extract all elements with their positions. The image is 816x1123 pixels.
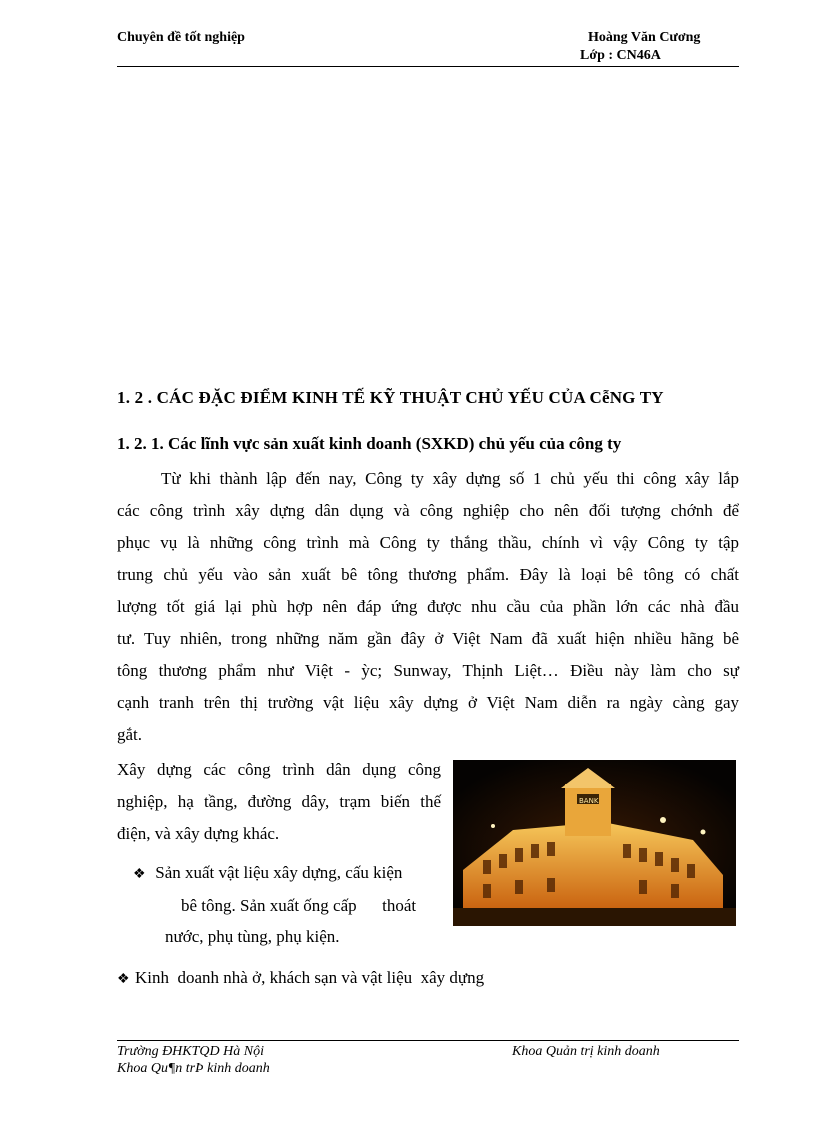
paragraph-line: cạnh tranh trên thị trường vật liệu xây dựng ở Việt Nam diễn ra ngày càng gay [117, 693, 739, 712]
paragraph-line: gắt. [117, 725, 143, 744]
footer-right-1: Khoa Quản trị kinh doanh [512, 1044, 660, 1059]
bullet-item-1 [133, 857, 439, 952]
header-author: Hoàng Văn Cương [588, 30, 701, 45]
main-paragraph [117, 463, 739, 751]
heading-2: 1. 2. 1. Các lĩnh vực sản xuất kinh doanh (SXKD) chủ yếu của công ty [117, 434, 622, 453]
heading-1: 1. 2 . CÁC ĐẶC ĐIỂM KINH TẾ KỸ THUẬT CHỦ YẾU CỦA CễNG TY [117, 388, 664, 407]
bullet-line: bê tông. Sản xuất ống cấp thoát [181, 896, 417, 915]
footer-left-1: Trường ĐHKTQD Hà Nội [117, 1044, 264, 1059]
bullet-line: Kinh doanh nhà ở, khách sạn và vật liệu xây dựng [135, 968, 485, 987]
construction-line: điện, và xây dựng khác. [117, 824, 280, 843]
bullet-line: Sản xuất vật liệu xây dựng, cấu kiện [155, 863, 403, 882]
building-photo [453, 760, 736, 926]
paragraph-line: Từ khi thành lập đến nay, Công ty xây dựng số 1 chủ yếu thi công xây lắp [161, 469, 739, 488]
bullet-line: nước, phụ tùng, phụ kiện. [165, 927, 340, 946]
construction-line: Xây dựng các công trình dân dụng công [117, 760, 441, 779]
diamond-bullet-icon: ❖ [117, 972, 130, 987]
diamond-bullet-icon: ❖ [133, 867, 146, 882]
header-left: Chuyên đề tốt nghiệp [117, 30, 245, 45]
paragraph-line: phục vụ là những công trình mà Công ty thắng thầu, chính vì vậy Công ty tập [117, 533, 739, 552]
paragraph-line: tư. Tuy nhiên, trong những năm gần đây ở Việt Nam đã xuất hiện nhiều hãng bê [117, 629, 739, 648]
paragraph-line: lượng tốt giá lại phù hợp nên đáp ứng được nhu cầu của phần lớn các nhà đầu [117, 597, 739, 616]
illuminated-building-photo-icon [453, 760, 736, 926]
footer-left-2: Khoa Qu¶n trÞ kinh doanh [117, 1061, 270, 1076]
bullet-item-2 [117, 962, 484, 995]
svg-text:BANK: BANK [579, 797, 599, 805]
header-rule [117, 66, 739, 67]
paragraph-line: tông thương phẩm như Việt - ỳc; Sunway, Thịnh Liệt… Điều này làm cho sự [117, 661, 739, 680]
construction-line: nghiệp, hạ tầng, đường dây, trạm biến thế [117, 792, 441, 811]
paragraph-line: trung chủ yếu vào sản xuất bê tông thương phẩm. Đây là loại bê tông có chất [117, 565, 739, 584]
paragraph-line: các công trình xây dựng dân dụng và công nghiệp cho nên đối tượng chớnh để [117, 501, 739, 520]
construction-text [117, 754, 441, 850]
header-class: Lớp : CN46A [580, 48, 661, 63]
footer-rule [117, 1040, 739, 1041]
